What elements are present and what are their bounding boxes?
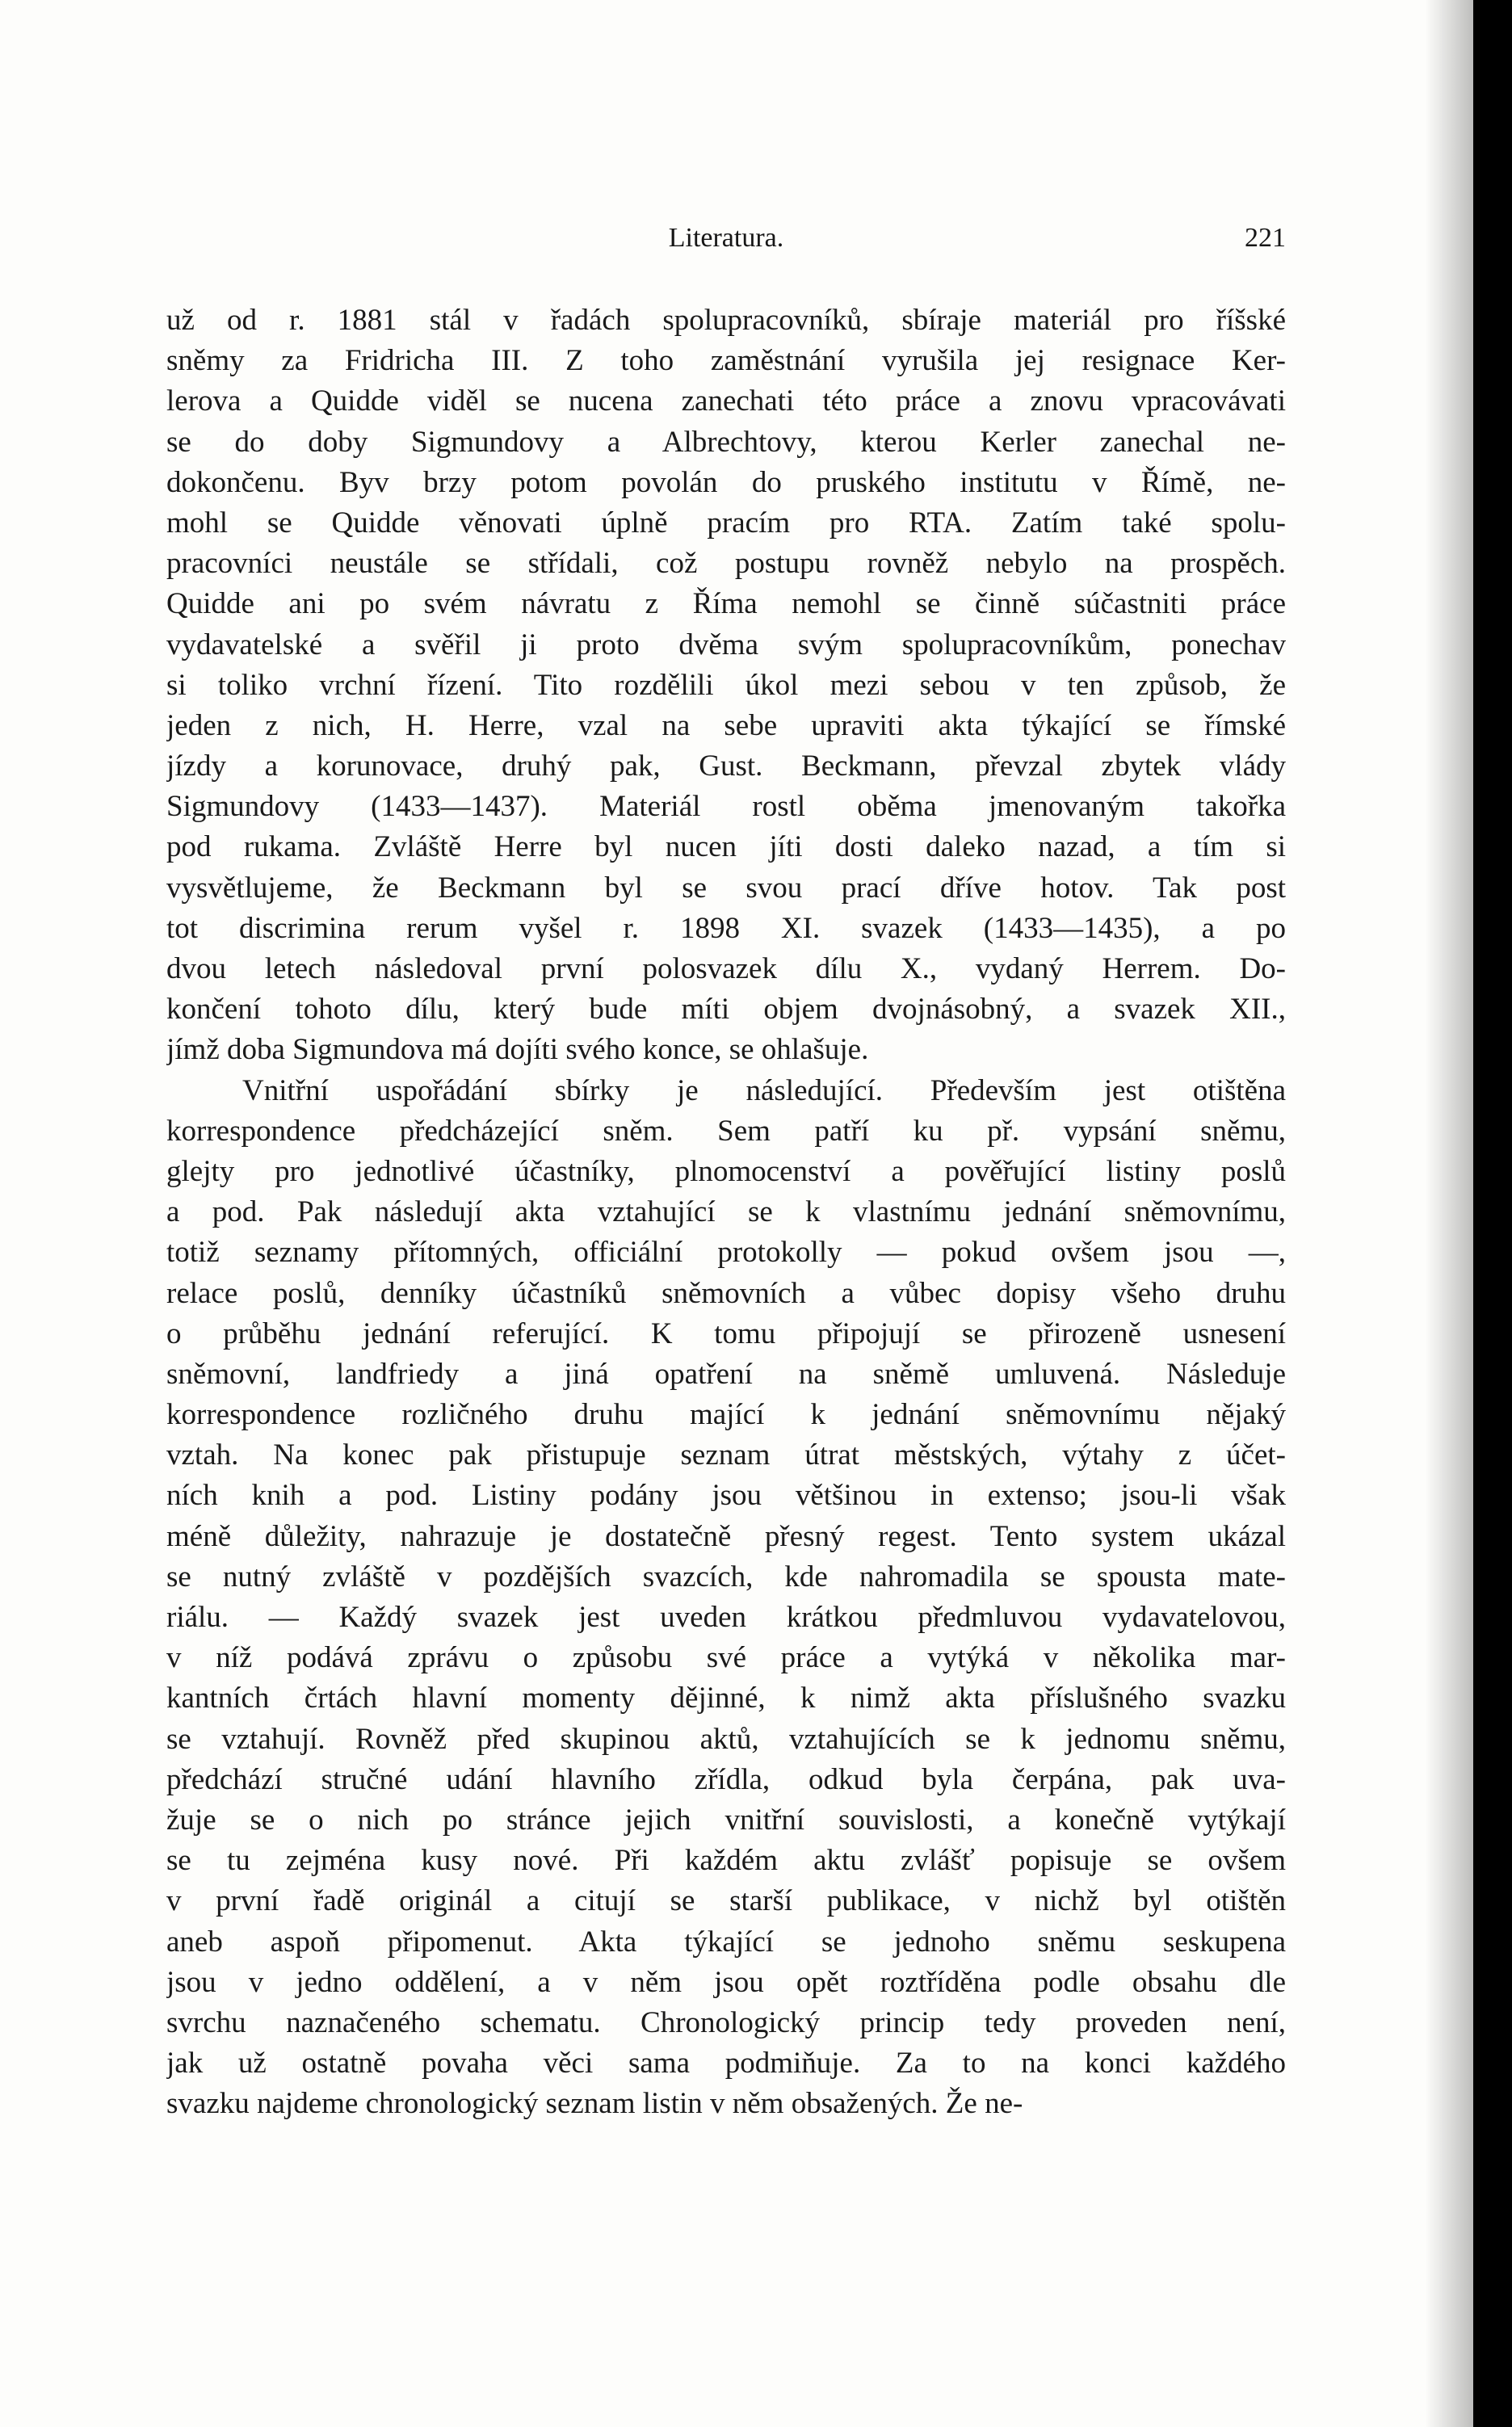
text-line: svazku najdeme chronologický seznam listin v něm obsažených. Že ne- bbox=[166, 2087, 1023, 2121]
text-line: vysvětlujeme, že Beckmann byl se svou prací dříve hotov. Tak post bbox=[166, 871, 1286, 905]
page-number: 221 bbox=[1245, 223, 1286, 253]
text-line: jsou v jedno oddělení, a v něm jsou opět roztříděna podle obsahu dle bbox=[166, 1965, 1286, 1999]
text-line: totiž seznamy přítomných, officiální protokolly — pokud ovšem jsou —, bbox=[166, 1236, 1286, 1270]
text-line: Sigmundovy (1433—1437). Materiál rostl oběma jmenovaným takořka bbox=[166, 790, 1286, 824]
text-line: glejty pro jednotlivé účastníky, plnomocenství a pověřující listiny poslů bbox=[166, 1154, 1286, 1188]
text-line: pod rukama. Zvláště Herre byl nucen jíti dosti daleko nazad, a tím si bbox=[166, 830, 1286, 864]
text-line: se nutný zvláště v pozdějších svazcích, kde nahromadila se spousta mate- bbox=[166, 1560, 1286, 1594]
text-line: aneb aspoň připomenut. Akta týkající se jednoho sněmu seskupena bbox=[166, 1925, 1286, 1959]
text-line: o průběhu jednání referující. K tomu připojují se přirozeně usnesení bbox=[166, 1316, 1286, 1350]
text-line: svrchu naznačeného schematu. Chronologický princip tedy proveden není, bbox=[166, 2005, 1286, 2039]
body-text bbox=[166, 300, 1286, 2124]
text-line: končení tohoto dílu, který bude míti objem dvojnásobný, a svazek XII., bbox=[166, 993, 1286, 1027]
text-line: vydavatelské a svěřil ji proto dvěma svým spolupracovníkům, ponechav bbox=[166, 628, 1286, 661]
text-line: a pod. Pak následují akta vztahující se k vlastnímu jednání sněmovnímu, bbox=[166, 1195, 1286, 1229]
text-line: jak už ostatně povaha věci sama podmiňuje. Za to na konci každého bbox=[166, 2047, 1286, 2081]
text-line: korrespondence předcházející sněm. Sem patří ku př. vypsání sněmu, bbox=[166, 1114, 1286, 1148]
text-line: riálu. — Každý svazek jest uveden krátkou předmluvou vydavatelovou, bbox=[166, 1601, 1286, 1634]
page-edge-shadow bbox=[1425, 0, 1473, 2427]
text-line: jímž doba Sigmundova má dojíti svého konce, se ohlašuje. bbox=[166, 1033, 869, 1067]
text-line: dokončenu. Byv brzy potom povolán do pruského institutu v Římě, ne- bbox=[166, 465, 1286, 499]
text-line: lerova a Quidde viděl se nucena zanechati této práce a znovu vpracovávati bbox=[166, 384, 1286, 418]
text-line: ních knih a pod. Listiny podány jsou většinou in extenso; jsou-li však bbox=[166, 1479, 1286, 1513]
text-line: předchází stručné udání hlavního zřídla, odkud byla čerpána, pak uva- bbox=[166, 1762, 1286, 1796]
text-line: sněmovní, landfriedy a jiná opatření na sněmě umluvená. Následuje bbox=[166, 1357, 1286, 1391]
text-line: jeden z nich, H. Herre, vzal na sebe upraviti akta týkající se římské bbox=[166, 708, 1286, 742]
text-line: pracovníci neustále se střídali, což postupu rovněž nebylo na prospěch. bbox=[166, 547, 1286, 581]
text-line: mohl se Quidde věnovati úplně pracím pro RTA. Zatím také spolu- bbox=[166, 506, 1286, 540]
text-line: jízdy a korunovace, druhý pak, Gust. Beckmann, převzal zbytek vlády bbox=[166, 750, 1286, 783]
text-line: si toliko vrchní řízení. Tito rozdělili úkol mezi sebou v ten způsob, že bbox=[166, 668, 1286, 702]
text-line: žuje se o nich po stránce jejich vnitřní souvislosti, a konečně vytýkají bbox=[166, 1803, 1286, 1837]
text-line: relace poslů, denníky účastníků sněmovních a vůbec dopisy všeho druhu bbox=[166, 1276, 1286, 1310]
text-line: už od r. 1881 stál v řadách spolupracovníků, sbíraje materiál pro říšské bbox=[166, 304, 1286, 337]
text-line: korrespondence rozličného druhu mající k jednání sněmovnímu nějaký bbox=[166, 1398, 1286, 1432]
running-title: Literatura. bbox=[668, 223, 784, 253]
text-line: v níž podává zprávu o způsobu své práce a vytýká v několika mar- bbox=[166, 1641, 1286, 1675]
paragraph bbox=[166, 300, 1286, 1071]
text-line: vztah. Na konec pak přistupuje seznam útrat městských, výtahy z účet- bbox=[166, 1438, 1286, 1472]
text-line: tot discrimina rerum vyšel r. 1898 XI. svazek (1433—1435), a po bbox=[166, 911, 1286, 945]
text-line: v první řadě originál a citují se starší publikace, v nichž byl otištěn bbox=[166, 1884, 1286, 1918]
text-line: dvou letech následoval první polosvazek dílu X., vydaný Herrem. Do- bbox=[166, 952, 1286, 985]
paragraph bbox=[166, 1071, 1286, 2125]
text-line: sněmy za Fridricha III. Z toho zaměstnání vyrušila jej resignace Ker- bbox=[166, 344, 1286, 378]
text-line: se vztahují. Rovněž před skupinou aktů, vztahujících se k jednomu sněmu, bbox=[166, 1722, 1286, 1756]
page-header bbox=[166, 212, 1286, 260]
text-line: Quidde ani po svém návratu z Říma nemohl se činně súčastniti práce bbox=[166, 587, 1286, 621]
text-line: kantních črtách hlavní momenty dějinné, k nimž akta příslušného svazku bbox=[166, 1682, 1286, 1715]
text-line: méně důležity, nahrazuje je dostatečně přesný regest. Tento system ukázal bbox=[166, 1519, 1286, 1553]
text-line: se do doby Sigmundovy a Albrechtovy, kterou Kerler zanechal ne- bbox=[166, 425, 1286, 459]
text-line: se tu zejména kusy nové. Při každém aktu zvlášť popisuje se ovšem bbox=[166, 1844, 1286, 1878]
text-line: Vnitřní uspořádání sbírky je následující. Především jest otištěna bbox=[242, 1073, 1286, 1107]
